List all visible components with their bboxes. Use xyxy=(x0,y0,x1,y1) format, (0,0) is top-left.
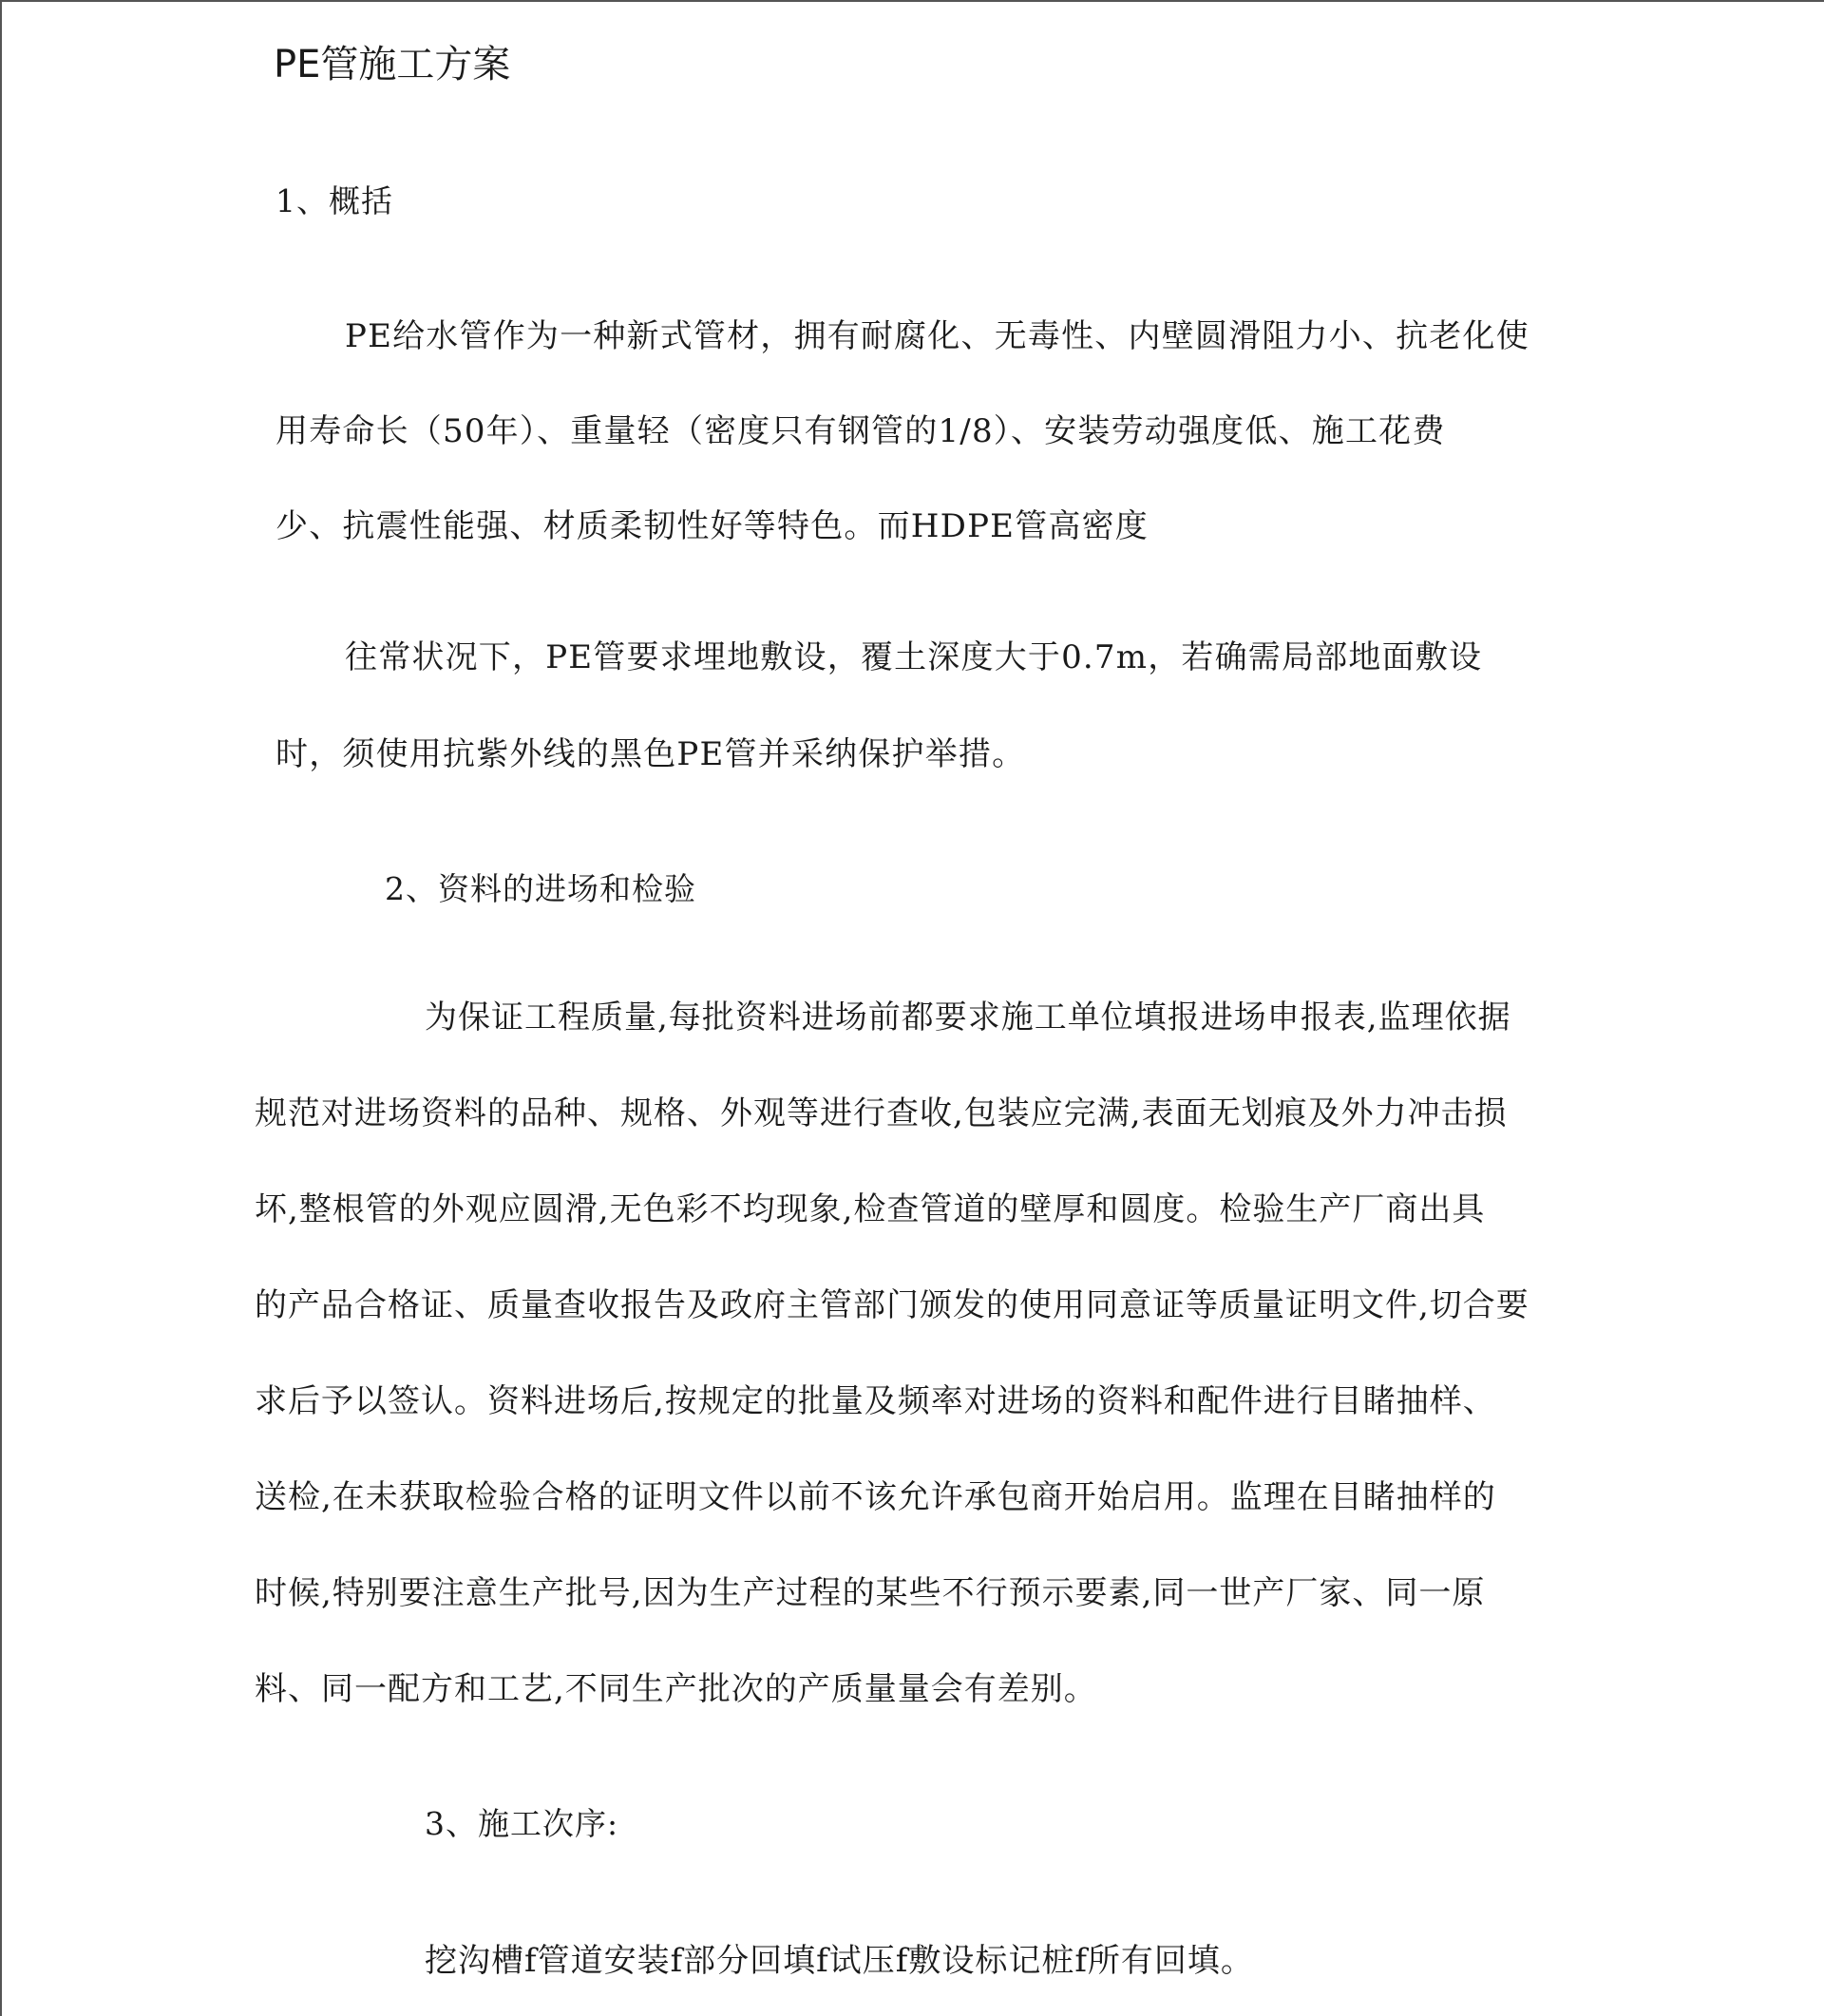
section-heading-3: 3、施工次序: xyxy=(425,1805,619,1842)
paragraph-line: 规范对进场资料的品种、规格、外观等进行查收,包装应完满,表面无划痕及外力冲击损 xyxy=(255,1094,1508,1132)
paragraph-line: 时候,特别要注意生产批号,因为生产过程的某些不行预示要素,同一世产厂家、同一原 xyxy=(255,1574,1486,1612)
paragraph-line: PE给水管作为一种新式管材，拥有耐腐化、无毒性、内壁圆滑阻力小、抗老化使 xyxy=(345,317,1530,355)
paragraph-line: 往常状况下，PE管要求埋地敷设，覆土深度大于0.7m，若确需局部地面敷设 xyxy=(345,638,1483,676)
paragraph-line: 坏,整根管的外观应圆滑,无色彩不均现象,检查管道的壁厚和圆度。检验生产厂商出具 xyxy=(255,1190,1486,1228)
section-heading-1: 1、概括 xyxy=(276,182,393,219)
section-heading-2: 2、资料的进场和检验 xyxy=(385,870,696,907)
paragraph-line: 为保证工程质量,每批资料进场前都要求施工单位填报进场申报表,监理依据 xyxy=(425,998,1511,1037)
paragraph-line: 时，须使用抗紫外线的黑色PE管并采纳保护举措。 xyxy=(276,735,1026,773)
paragraph-line: 挖沟槽f管道安装f部分回填f试压f敷设标记桩f所有回填。 xyxy=(425,1942,1254,1980)
paragraph-line: 送检,在未获取检验合格的证明文件以前不该允许承包商开始启用。监理在目睹抽样的 xyxy=(255,1478,1496,1516)
paragraph-line: 用寿命长（50年）、重量轻（密度只有钢管的1/8）、安装劳动强度低、施工花费 xyxy=(276,412,1446,450)
paragraph-line: 料、同一配方和工艺,不同生产批次的产质量量会有差别。 xyxy=(255,1670,1097,1708)
document-title: PE管施工方案 xyxy=(274,43,511,86)
paragraph-line: 少、抗震性能强、材质柔韧性好等特色。而HDPE管高密度 xyxy=(276,507,1150,545)
paragraph-line: 求后予以签认。资料进场后,按规定的批量及频率对进场的资料和配件进行目睹抽样、 xyxy=(255,1382,1496,1420)
paragraph-line: 的产品合格证、质量查收报告及政府主管部门颁发的使用同意证等质量证明文件,切合要 xyxy=(255,1286,1530,1324)
